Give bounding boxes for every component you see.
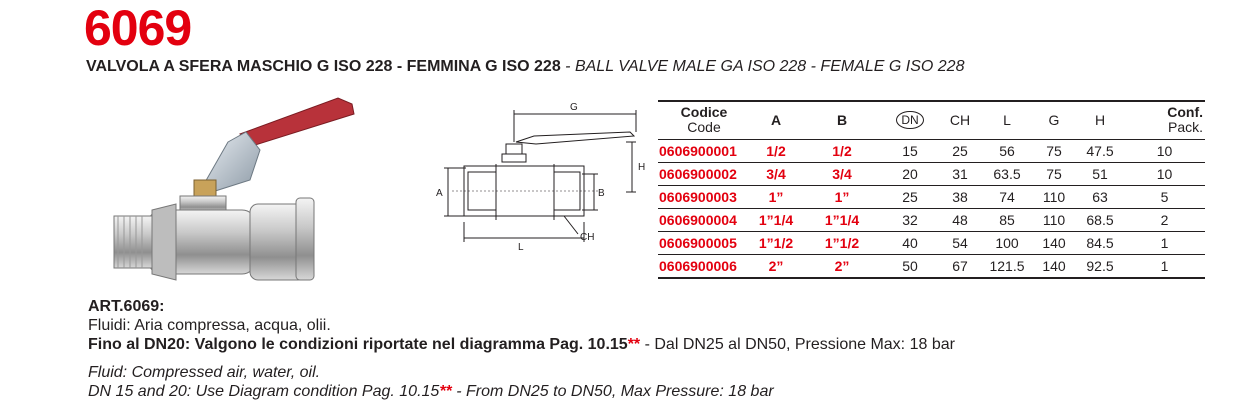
cell-dn: 25 xyxy=(882,186,938,209)
cell-pack: 2 xyxy=(1124,209,1205,232)
table-row xyxy=(658,255,1205,279)
cell-b: 1”1/2 xyxy=(802,232,882,255)
cell-ch: 25 xyxy=(938,140,982,163)
table-row xyxy=(658,209,1205,232)
dim-label-a: A xyxy=(436,188,443,199)
cell-code: 0606900005 xyxy=(658,232,750,255)
cell-pack: 5 xyxy=(1124,186,1205,209)
cell-h: 47.5 xyxy=(1076,140,1124,163)
cell-h: 51 xyxy=(1076,163,1124,186)
header-b: B xyxy=(802,101,882,140)
cell-g: 75 xyxy=(1032,140,1076,163)
header-g: G xyxy=(1032,101,1076,140)
subtitle-separator: - xyxy=(560,58,575,75)
table-row xyxy=(658,140,1205,163)
conditions-italian-bold: Fino al DN20: Valgono le condizioni riportate nel diagramma Pag. 10.15 xyxy=(88,336,628,353)
fluids-italian: Fluidi: Aria compressa, acqua, olii. xyxy=(88,317,331,334)
cell-l: 121.5 xyxy=(982,255,1032,279)
product-subtitle xyxy=(86,58,964,76)
technical-drawing xyxy=(418,98,648,258)
cell-g: 75 xyxy=(1032,163,1076,186)
header-code: Codice Code xyxy=(658,101,750,140)
cell-h: 63 xyxy=(1076,186,1124,209)
cell-h: 84.5 xyxy=(1076,232,1124,255)
cell-l: 100 xyxy=(982,232,1032,255)
cell-ch: 54 xyxy=(938,232,982,255)
dim-label-l: L xyxy=(518,242,524,253)
cell-h: 92.5 xyxy=(1076,255,1124,279)
cell-a: 1” xyxy=(750,186,802,209)
cell-g: 140 xyxy=(1032,232,1076,255)
cell-l: 63.5 xyxy=(982,163,1032,186)
asterisk-note: ** xyxy=(439,383,452,400)
specification-table xyxy=(658,100,1205,279)
header-ch: CH xyxy=(938,101,982,140)
header-h: H xyxy=(1076,101,1124,140)
cell-b: 1/2 xyxy=(802,140,882,163)
cell-a: 3/4 xyxy=(750,163,802,186)
cell-pack: 10 xyxy=(1124,163,1205,186)
cell-ch: 38 xyxy=(938,186,982,209)
cell-b: 3/4 xyxy=(802,163,882,186)
cell-code: 0606900003 xyxy=(658,186,750,209)
cell-a: 1”1/2 xyxy=(750,232,802,255)
cell-g: 140 xyxy=(1032,255,1076,279)
cell-code: 0606900002 xyxy=(658,163,750,186)
cell-dn: 40 xyxy=(882,232,938,255)
conditions-english-2: - From DN25 to DN50, Max Pressure: 18 bar xyxy=(451,383,774,400)
cell-dn: 32 xyxy=(882,209,938,232)
dim-label-g: G xyxy=(570,102,578,113)
cell-pack: 1 xyxy=(1124,255,1205,279)
cell-h: 68.5 xyxy=(1076,209,1124,232)
conditions-english-1: DN 15 and 20: Use Diagram condition Pag. 10.15 xyxy=(88,383,440,400)
asterisk-note: ** xyxy=(627,336,641,353)
dim-label-b: B xyxy=(598,188,605,199)
ball-valve-photo xyxy=(100,92,370,287)
cell-code: 0606900004 xyxy=(658,209,750,232)
cell-dn: 15 xyxy=(882,140,938,163)
cell-b: 1” xyxy=(802,186,882,209)
cell-a: 2” xyxy=(750,255,802,279)
cell-dn: 50 xyxy=(882,255,938,279)
conditions-italian-rest: - Dal DN25 al DN50, Pressione Max: 18 bar xyxy=(640,336,955,353)
table-header-row xyxy=(658,101,1205,140)
fluids-english: Fluid: Compressed air, water, oil. xyxy=(88,364,321,381)
cell-pack: 10 xyxy=(1124,140,1205,163)
header-a: A xyxy=(750,101,802,140)
subtitle-italian: VALVOLA A SFERA MASCHIO G ISO 228 - FEMMINA G ISO 228 xyxy=(86,58,561,75)
cell-ch: 67 xyxy=(938,255,982,279)
dim-label-h: H xyxy=(638,162,646,173)
cell-g: 110 xyxy=(1032,186,1076,209)
table-row xyxy=(658,163,1205,186)
article-label: ART.6069: xyxy=(88,298,165,315)
product-code: 6069 xyxy=(84,0,192,56)
dim-label-ch: CH xyxy=(580,232,595,243)
cell-code: 0606900006 xyxy=(658,255,750,279)
header-l: L xyxy=(982,101,1032,140)
conditions-english xyxy=(88,382,955,401)
cell-a: 1/2 xyxy=(750,140,802,163)
dn-symbol: DN xyxy=(896,111,923,129)
cell-pack: 1 xyxy=(1124,232,1205,255)
cell-ch: 48 xyxy=(938,209,982,232)
notes-section xyxy=(88,297,955,401)
cell-l: 85 xyxy=(982,209,1032,232)
header-dn xyxy=(882,101,938,140)
cell-dn: 20 xyxy=(882,163,938,186)
cell-l: 74 xyxy=(982,186,1032,209)
cell-b: 2” xyxy=(802,255,882,279)
table-row xyxy=(658,186,1205,209)
header-pack: Conf. Pack. xyxy=(1124,101,1205,140)
cell-ch: 31 xyxy=(938,163,982,186)
cell-l: 56 xyxy=(982,140,1032,163)
cell-g: 110 xyxy=(1032,209,1076,232)
cell-code: 0606900001 xyxy=(658,140,750,163)
subtitle-english: BALL VALVE MALE GA ISO 228 - FEMALE G ISO 228 xyxy=(574,58,965,75)
table-row xyxy=(658,232,1205,255)
cell-a: 1”1/4 xyxy=(750,209,802,232)
conditions-italian xyxy=(88,335,955,354)
cell-b: 1”1/4 xyxy=(802,209,882,232)
